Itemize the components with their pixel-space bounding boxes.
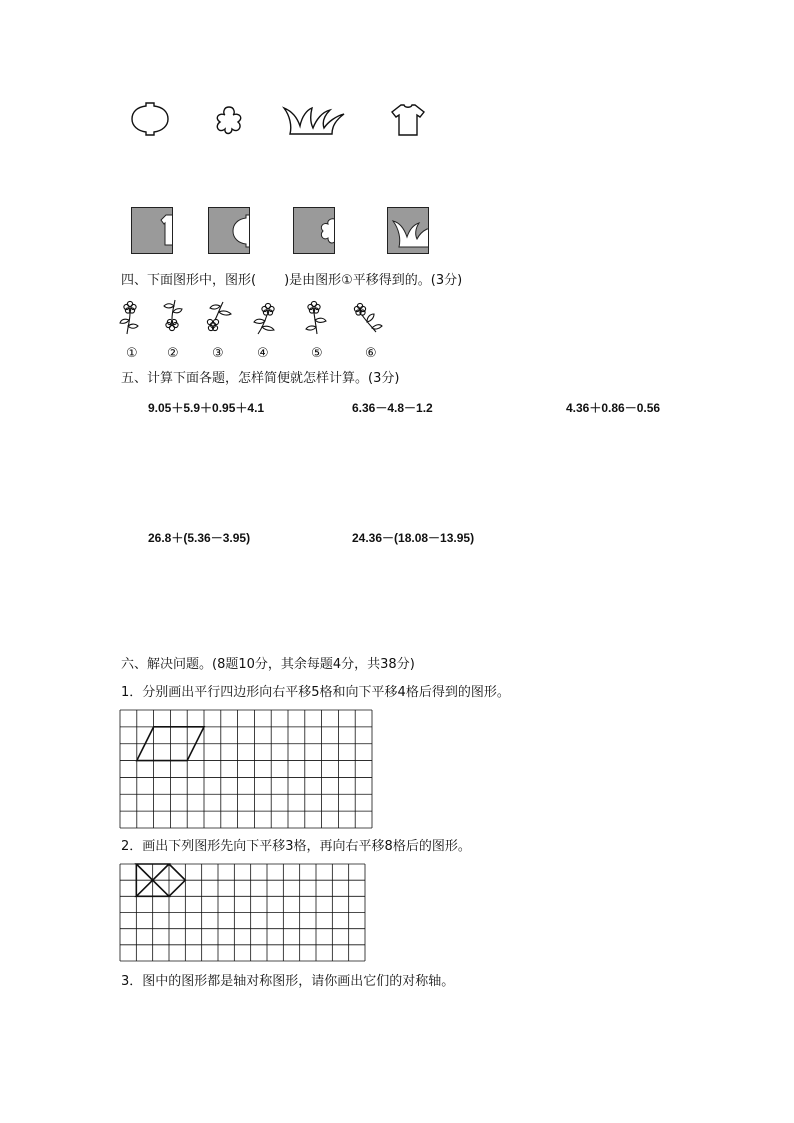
shirt-outline-icon	[390, 102, 426, 138]
flower-sprig-4-icon	[250, 300, 280, 336]
grass-cutout-icon	[387, 207, 429, 254]
figure-number-6: ⑥	[365, 346, 377, 361]
flower-sprig-6-icon	[352, 300, 384, 336]
flower-sprig-5-icon	[303, 298, 329, 336]
question-3: 3．图中的图形都是轴对称图形，请你画出它们的对称轴。	[121, 974, 455, 989]
section4-title-pre: 四、下面图形中，图形(	[121, 273, 257, 288]
shirt-cutout-icon	[131, 207, 173, 254]
flower-sprig-3-icon	[203, 298, 233, 336]
expression-1: 9.05＋5.9＋0.95＋4.1	[148, 401, 265, 415]
figure-number-4: ④	[257, 346, 269, 361]
expression-4: 26.8＋(5.36－3.95)	[148, 531, 251, 545]
flower-cutout-icon	[293, 207, 335, 254]
flower-sprig-2-icon	[160, 298, 184, 336]
section6-title: 六、解决问题。(8题10分，其余每题4分，共38分)	[121, 657, 415, 672]
expression-5: 24.36－(18.08－13.95)	[352, 531, 475, 545]
figure-number-1: ①	[126, 346, 138, 361]
expression-3: 4.36＋0.86－0.56	[566, 401, 661, 415]
section4-title-post: )是由图形①平移得到的。(3分)	[284, 273, 463, 288]
figure-number-2: ②	[167, 346, 179, 361]
translation-grid-1[interactable]	[120, 710, 372, 828]
figure-number-5: ⑤	[311, 346, 323, 361]
lantern-cutout-icon	[208, 207, 250, 254]
flower-outline-icon	[211, 104, 247, 138]
grass-outline-icon	[280, 104, 348, 136]
section4-title	[121, 273, 462, 289]
lantern-outline-icon	[130, 100, 170, 138]
question-2: 2．画出下列图形先向下平移3格，再向右平移8格后的图形。	[121, 839, 471, 854]
flower-sprig-1-icon	[118, 298, 142, 336]
translation-grid-2[interactable]	[120, 864, 365, 961]
figure-number-3: ③	[212, 346, 224, 361]
expression-2: 6.36－4.8－1.2	[352, 401, 433, 415]
question-1: 1．分别画出平行四边形向右平移5格和向下平移4格后得到的图形。	[121, 685, 510, 700]
section5-title: 五、计算下面各题，怎样简便就怎样计算。(3分)	[121, 371, 400, 386]
